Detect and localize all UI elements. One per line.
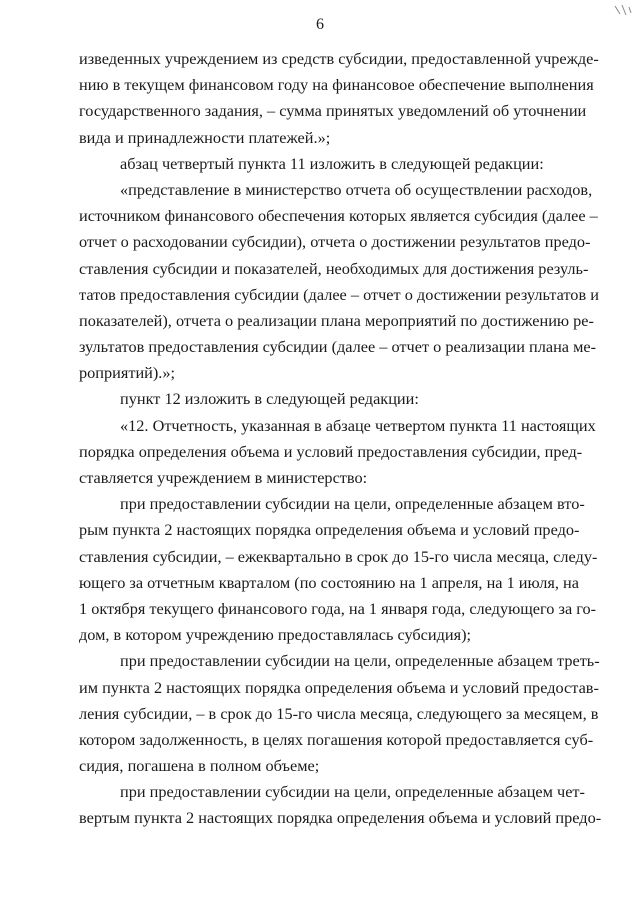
text-line: роприятий).»; <box>79 363 176 383</box>
text-line: нию в текущем финансовом году на финансовое обеспечение выполнения <box>79 75 594 95</box>
text-line: при предоставлении субсидии на цели, определенные абзацем чет- <box>120 782 585 802</box>
text-line: вертым пункта 2 настоящих порядка определения объема и условий предо- <box>79 808 602 828</box>
text-line: «12. Отчетность, указанная в абзаце четвертом пункта 11 настоящих <box>120 415 596 435</box>
text-line: ющего за отчетным кварталом (по состоянию на 1 апреля, на 1 июля, на <box>79 572 579 592</box>
text-line: порядка определения объема и условий предоставления субсидии, пред- <box>79 441 583 461</box>
text-line: ставления субсидии, – ежеквартально в срок до 15-го числа месяца, следу- <box>79 546 598 566</box>
page-number: 6 <box>316 16 324 33</box>
text-line: ставления субсидии и показателей, необходимых для достижения резуль- <box>79 258 589 278</box>
scan-mark <box>612 2 634 18</box>
text-line: татов предоставления субсидии (далее – отчет о достижении результатов и <box>79 284 599 304</box>
text-line: сидия, погашена в полном объеме; <box>79 756 320 776</box>
text-line: государственного задания, – сумма принятых уведомлений об уточнении <box>79 101 587 121</box>
text-line: рым пункта 2 настоящих порядка определения объема и условий предо- <box>79 520 580 540</box>
text-line: котором задолженность, в целях погашения которой предоставляется суб- <box>79 729 594 749</box>
text-line: при предоставлении субсидии на цели, определенные абзацем вто- <box>120 494 585 514</box>
text-line: дом, в котором учреждению предоставлялась субсидия); <box>79 625 472 645</box>
text-line: абзац четвертый пункта 11 изложить в следующей редакции: <box>120 153 544 173</box>
text-line: ставляется учреждением в министерство: <box>79 468 368 487</box>
text-line: отчет о расходовании субсидии), отчета о достижении результатов предо- <box>79 232 591 252</box>
text-line: 1 октября текущего финансового года, на 1 января года, следующего за го- <box>79 598 597 618</box>
document-body <box>79 46 602 832</box>
text-line: ления субсидии, – в срок до 15-го числа месяца, следующего за месяцем, в <box>79 703 599 723</box>
text-line: зультатов предоставления субсидии (далее – отчет о реализации плана ме- <box>79 337 597 357</box>
text-line: «представление в министерство отчета об осуществлении расходов, <box>120 179 593 199</box>
text-line: вида и принадлежности платежей.»; <box>79 127 331 147</box>
text-line: им пункта 2 настоящих порядка определения объема и условий предостав- <box>79 677 599 697</box>
text-line: источником финансового обеспечения которых является субсидия (далее – <box>79 206 598 226</box>
text-line: показателей), отчета о реализации плана мероприятий по достижению ре- <box>79 310 594 330</box>
text-line: изведенных учреждением из средств субсидии, предоставленной учрежде- <box>79 49 599 68</box>
text-line: при предоставлении субсидии на цели, определенные абзацем треть- <box>120 651 600 671</box>
text-line: пункт 12 изложить в следующей редакции: <box>120 389 419 409</box>
